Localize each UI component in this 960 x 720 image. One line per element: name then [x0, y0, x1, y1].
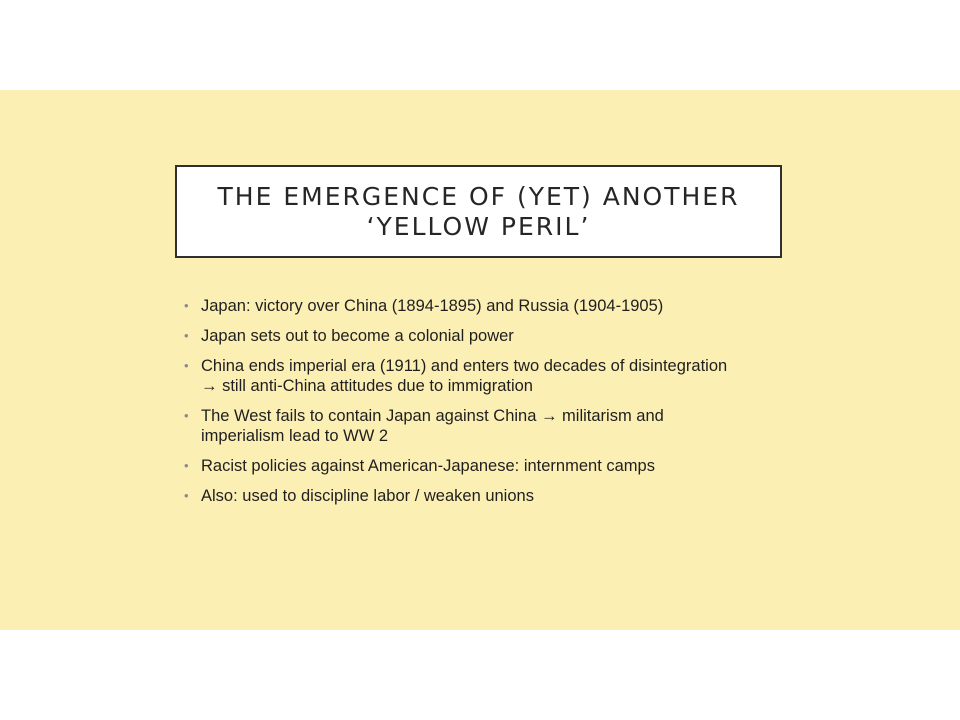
bullet-item [184, 406, 744, 446]
bullet-text: Racist policies against American-Japanese: internment camps [201, 457, 655, 475]
bullet-item [184, 296, 744, 316]
bullet-dot-icon: • [184, 408, 189, 423]
bullet-dot-icon: • [184, 488, 189, 503]
slide [0, 90, 960, 630]
bullet-dot-icon: • [184, 328, 189, 343]
bullet-text: Japan: victory over China (1894-1895) and Russia (1904-1905) [201, 297, 664, 315]
bullet-text: China ends imperial era (1911) and enters two decades of disintegration → still anti-China attitudes due to immigration [201, 357, 728, 395]
bullet-item [184, 456, 744, 476]
title-box [175, 165, 782, 258]
bullet-text: The West fails to contain Japan against China → militarism and imperialism lead to WW 2 [201, 407, 664, 445]
bullet-item [184, 326, 744, 346]
slide-title-line-2: ‘YELLOW PERIL’ [366, 211, 591, 241]
bullet-dot-icon: • [184, 458, 189, 473]
bullet-dot-icon: • [184, 298, 189, 313]
bullet-text: Japan sets out to become a colonial power [201, 327, 514, 345]
bullet-item [184, 486, 744, 506]
bullet-list [184, 296, 744, 516]
bullet-text: Also: used to discipline labor / weaken unions [201, 487, 534, 505]
slide-title-line-1: THE EMERGENCE OF (YET) ANOTHER [217, 181, 740, 211]
bullet-dot-icon: • [184, 358, 189, 373]
bullet-item [184, 356, 744, 396]
